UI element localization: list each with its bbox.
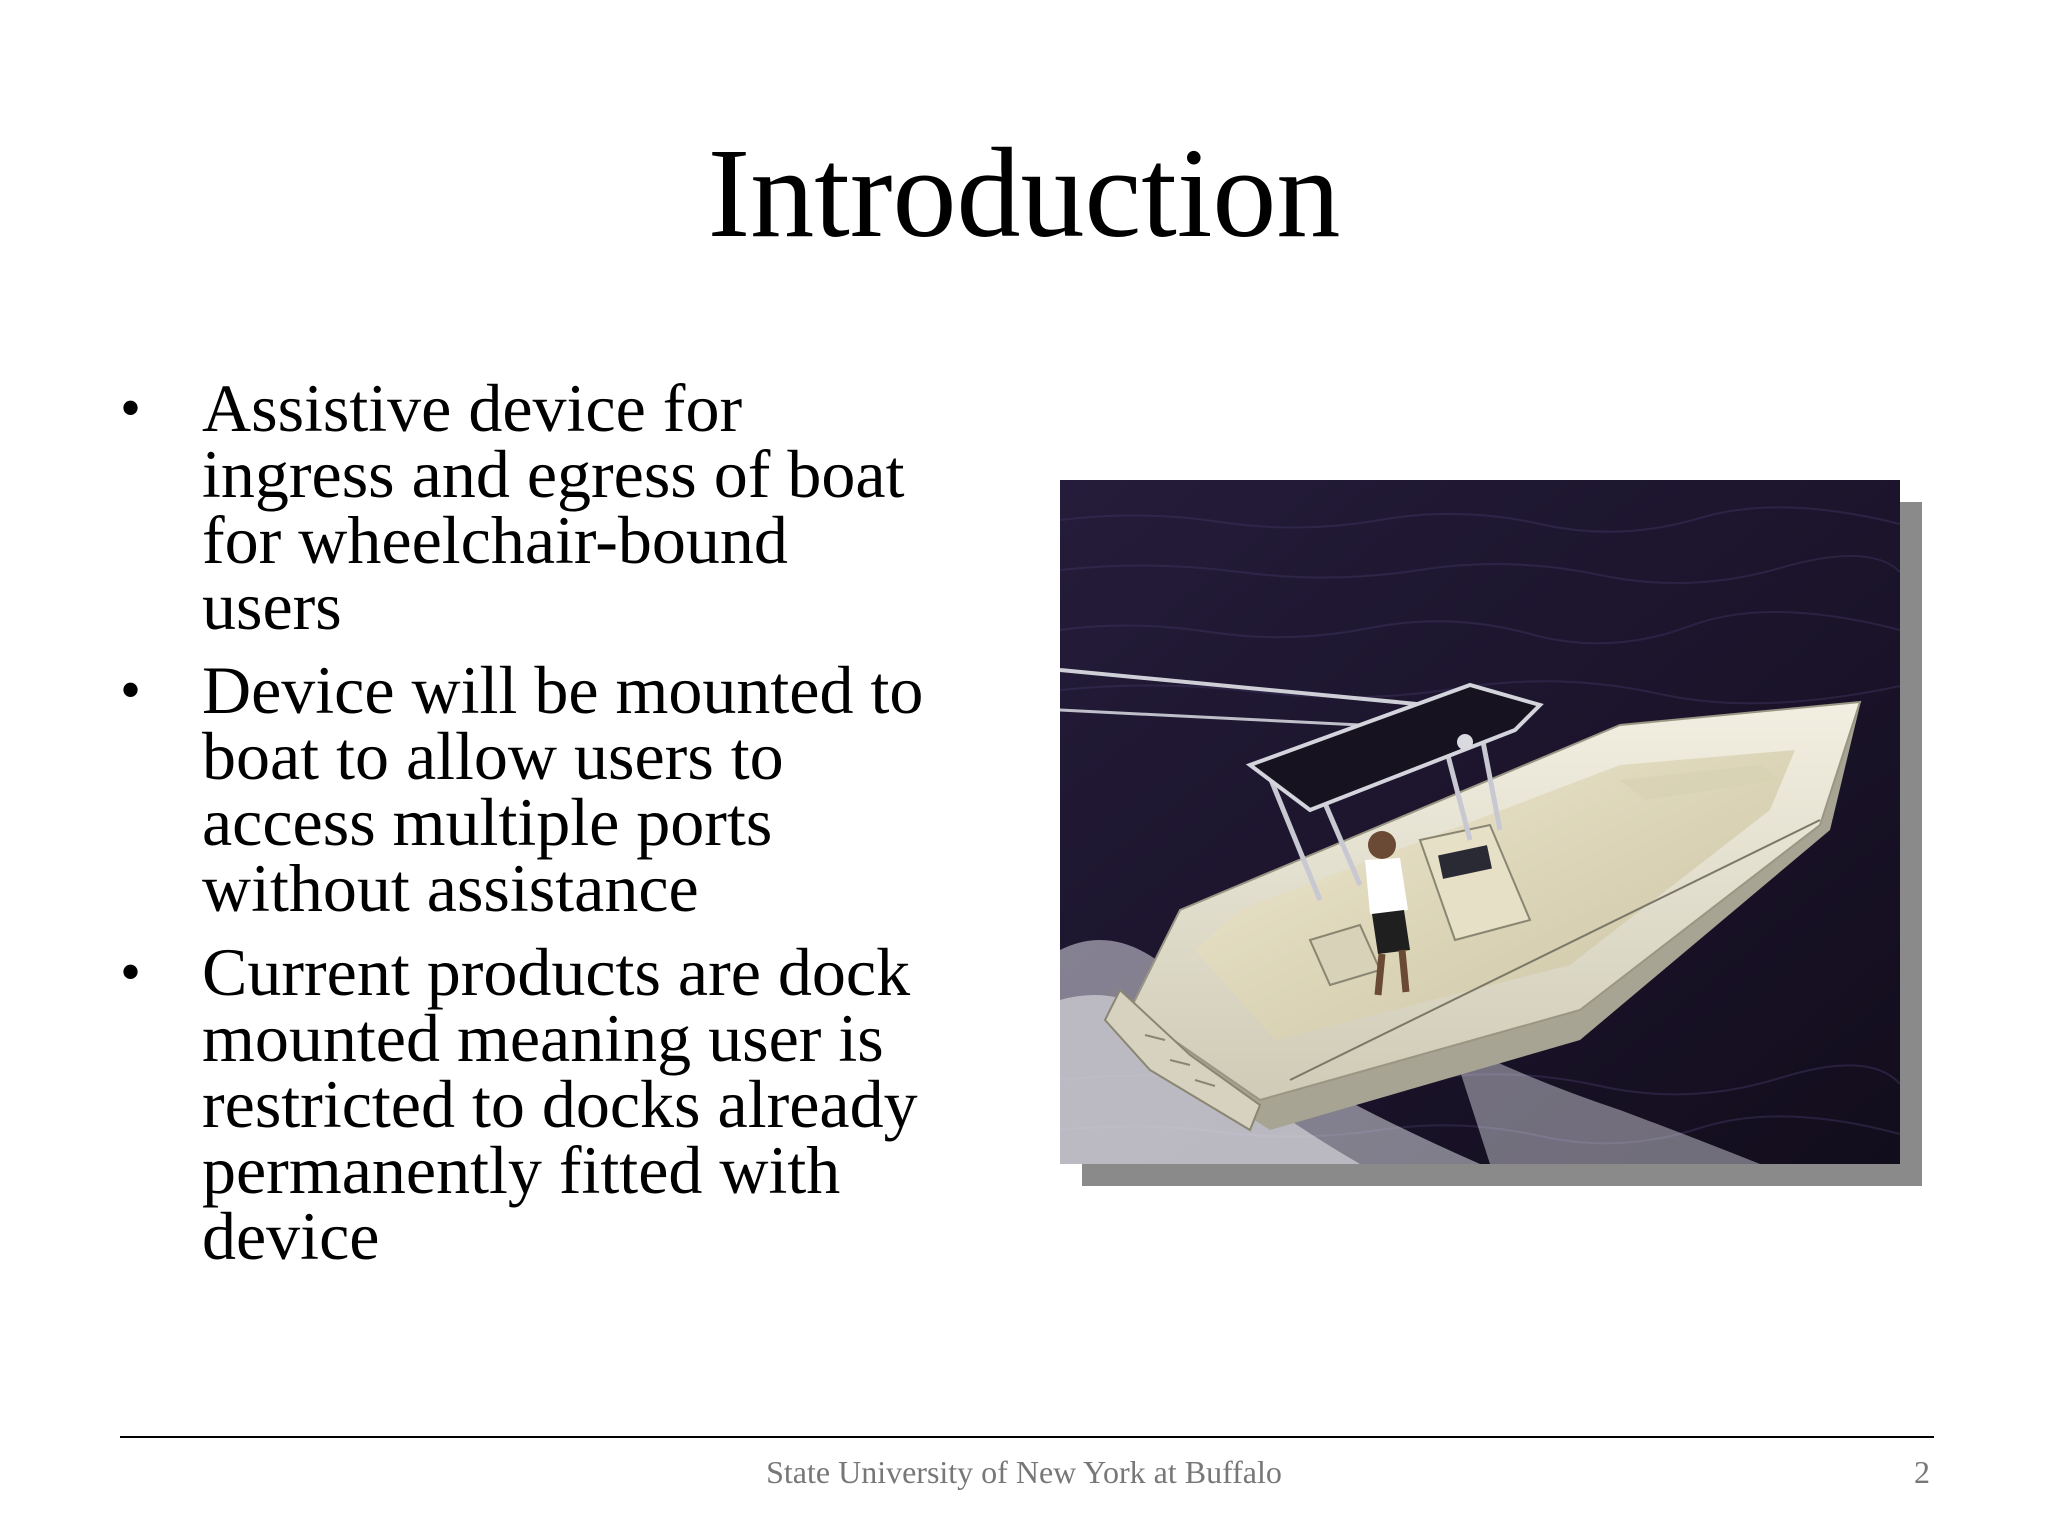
slide-title: Introduction (707, 122, 1341, 264)
bullet-line: permanently fitted with (202, 1132, 841, 1208)
bullet-line: for wheelchair-bound (202, 502, 788, 578)
bullet-line: device (202, 1198, 380, 1274)
bullet-item (120, 934, 1020, 1274)
bullet-list (120, 370, 1020, 1287)
bullet-line: mounted meaning user is (202, 1000, 884, 1076)
bullet-line: users (202, 568, 342, 644)
page-number: 2 (1914, 1454, 1930, 1490)
bullet-dot-icon: • (120, 375, 142, 441)
bullet-line: access multiple ports (202, 784, 773, 860)
footer-institution: State University of New York at Buffalo (766, 1454, 1282, 1490)
bullet-line: Assistive device for (202, 370, 743, 446)
bullet-line: boat to allow users to (202, 718, 784, 794)
bullet-line: Device will be mounted to (202, 652, 924, 728)
boat-photo (1060, 480, 1900, 1164)
footer-divider (120, 1436, 1934, 1438)
bullet-line: Current products are dock (202, 934, 911, 1010)
bullet-item (120, 652, 1020, 926)
bullet-line: restricted to docks already (202, 1066, 918, 1142)
bullet-line: without assistance (202, 850, 699, 926)
bullet-item (120, 370, 1020, 644)
boat-photo-icon (1060, 480, 1900, 1164)
bullet-line: ingress and egress of boat (202, 436, 905, 512)
bullet-dot-icon: • (120, 657, 142, 723)
bullet-dot-icon: • (120, 939, 142, 1005)
